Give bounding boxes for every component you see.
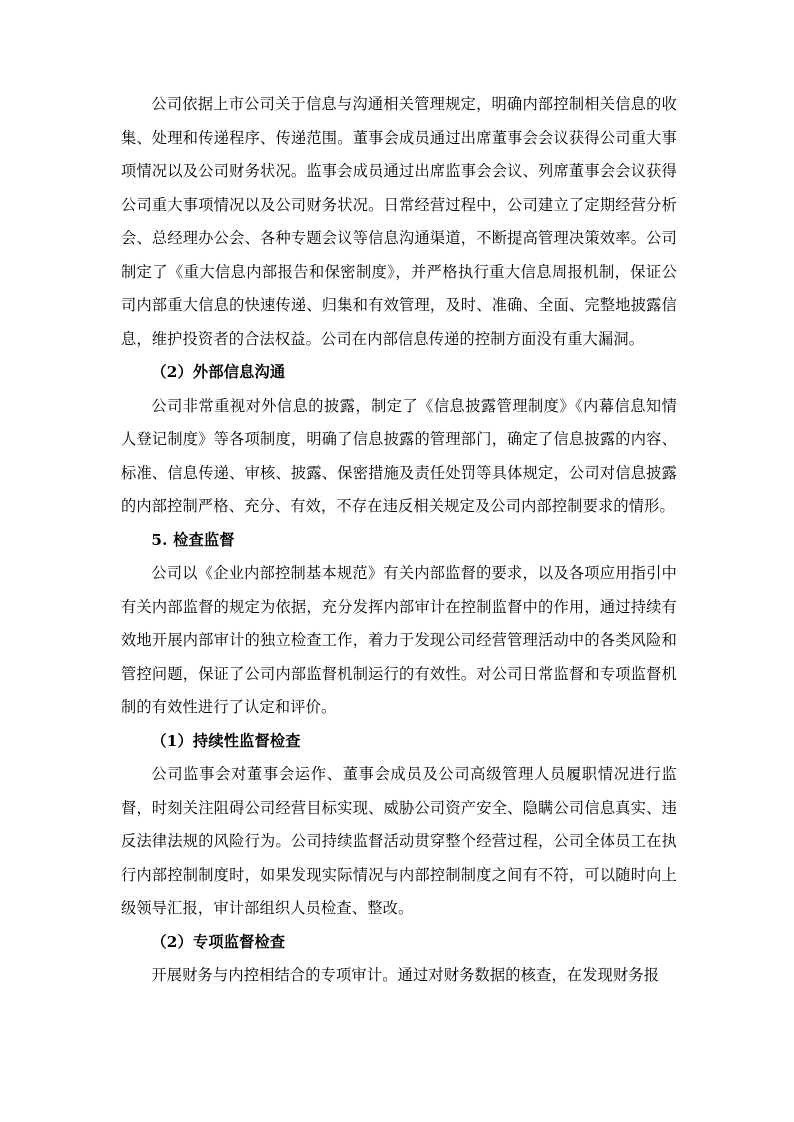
paragraph-inspection-supervision: 公司以《企业内部控制基本规范》有关内部监督的要求，以及各项应用指引中有关内部监督的规定为依据，充分发挥内部审计在控制监督中的作用，通过持续有效地开展内部审计的独立检查工作，着力于发现公司经营管理活动中的各类风险和管控问题，保证了公司内部监督机制运行的有效性。对公司日常监督和专项监督机制的有效性进行了认定和评价。 (121, 564, 677, 716)
paragraph-special-supervision: 开展财务与内控相结合的专项审计。通过对财务数据的核查，在发现财务报 (151, 966, 660, 984)
paragraph-continuous-supervision: 公司监事会对董事会运作、董事会成员及公司高级管理人员履职情况进行监督，时刻关注阻碍公司经营目标实现、威胁公司资产安全、隐瞒公司信息真实、违反法律法规的风险行为。公司持续监督活动贯穿整个经营过程，公司全体员工在执行内部控制制度时，如果发现实际情况与内部控制制度之间有不符，可以随时向上级领导汇报，审计部组织人员检查、整改。 (121, 765, 677, 917)
heading-continuous-supervision: （1）持续性监督检查 (151, 731, 301, 750)
heading-external-communication: （2）外部信息沟通 (151, 363, 286, 381)
paragraph-external-communication: 公司非常重视对外信息的披露，制定了《信息披露管理制度》《内幕信息知情人登记制度》等各项制度，明确了信息披露的管理部门，确定了信息披露的内容、标准、信息传递、审核、披露、保密措施及责任处罚等具体规定，公司对信息披露的内部控制严格、充分、有效，不存在违反相关规定及公司内部控制要求的情形。 (121, 396, 677, 515)
page-content (121, 88, 677, 993)
paragraph-internal-communication: 公司依据上市公司关于信息与沟通相关管理规定，明确内部控制相关信息的收集、处理和传递程序、传递范围。董事会成员通过出席董事会会议获得公司重大事项情况以及公司财务状况。监事会成员通过出席监事会会议、列席董事会会议获得公司重大事项情况以及公司财务状况。日常经营过程中，公司建立了定期经营分析会、总经理办公会、各种专题会议等信息沟通渠道，不断提高管理决策效率。公司制定了《重大信息内部报告和保密制度》，并严格执行重大信息周报机制，保证公司内部重大信息的快速传递、归集和有效管理，及时、准确、全面、完整地披露信息，维护投资者的合法权益。公司在内部信息传递的控制方面没有重大漏洞。 (121, 95, 677, 348)
heading-special-supervision: （2）专项监督检查 (151, 932, 286, 951)
heading-inspection-supervision: 5. 检查监督 (151, 530, 235, 549)
